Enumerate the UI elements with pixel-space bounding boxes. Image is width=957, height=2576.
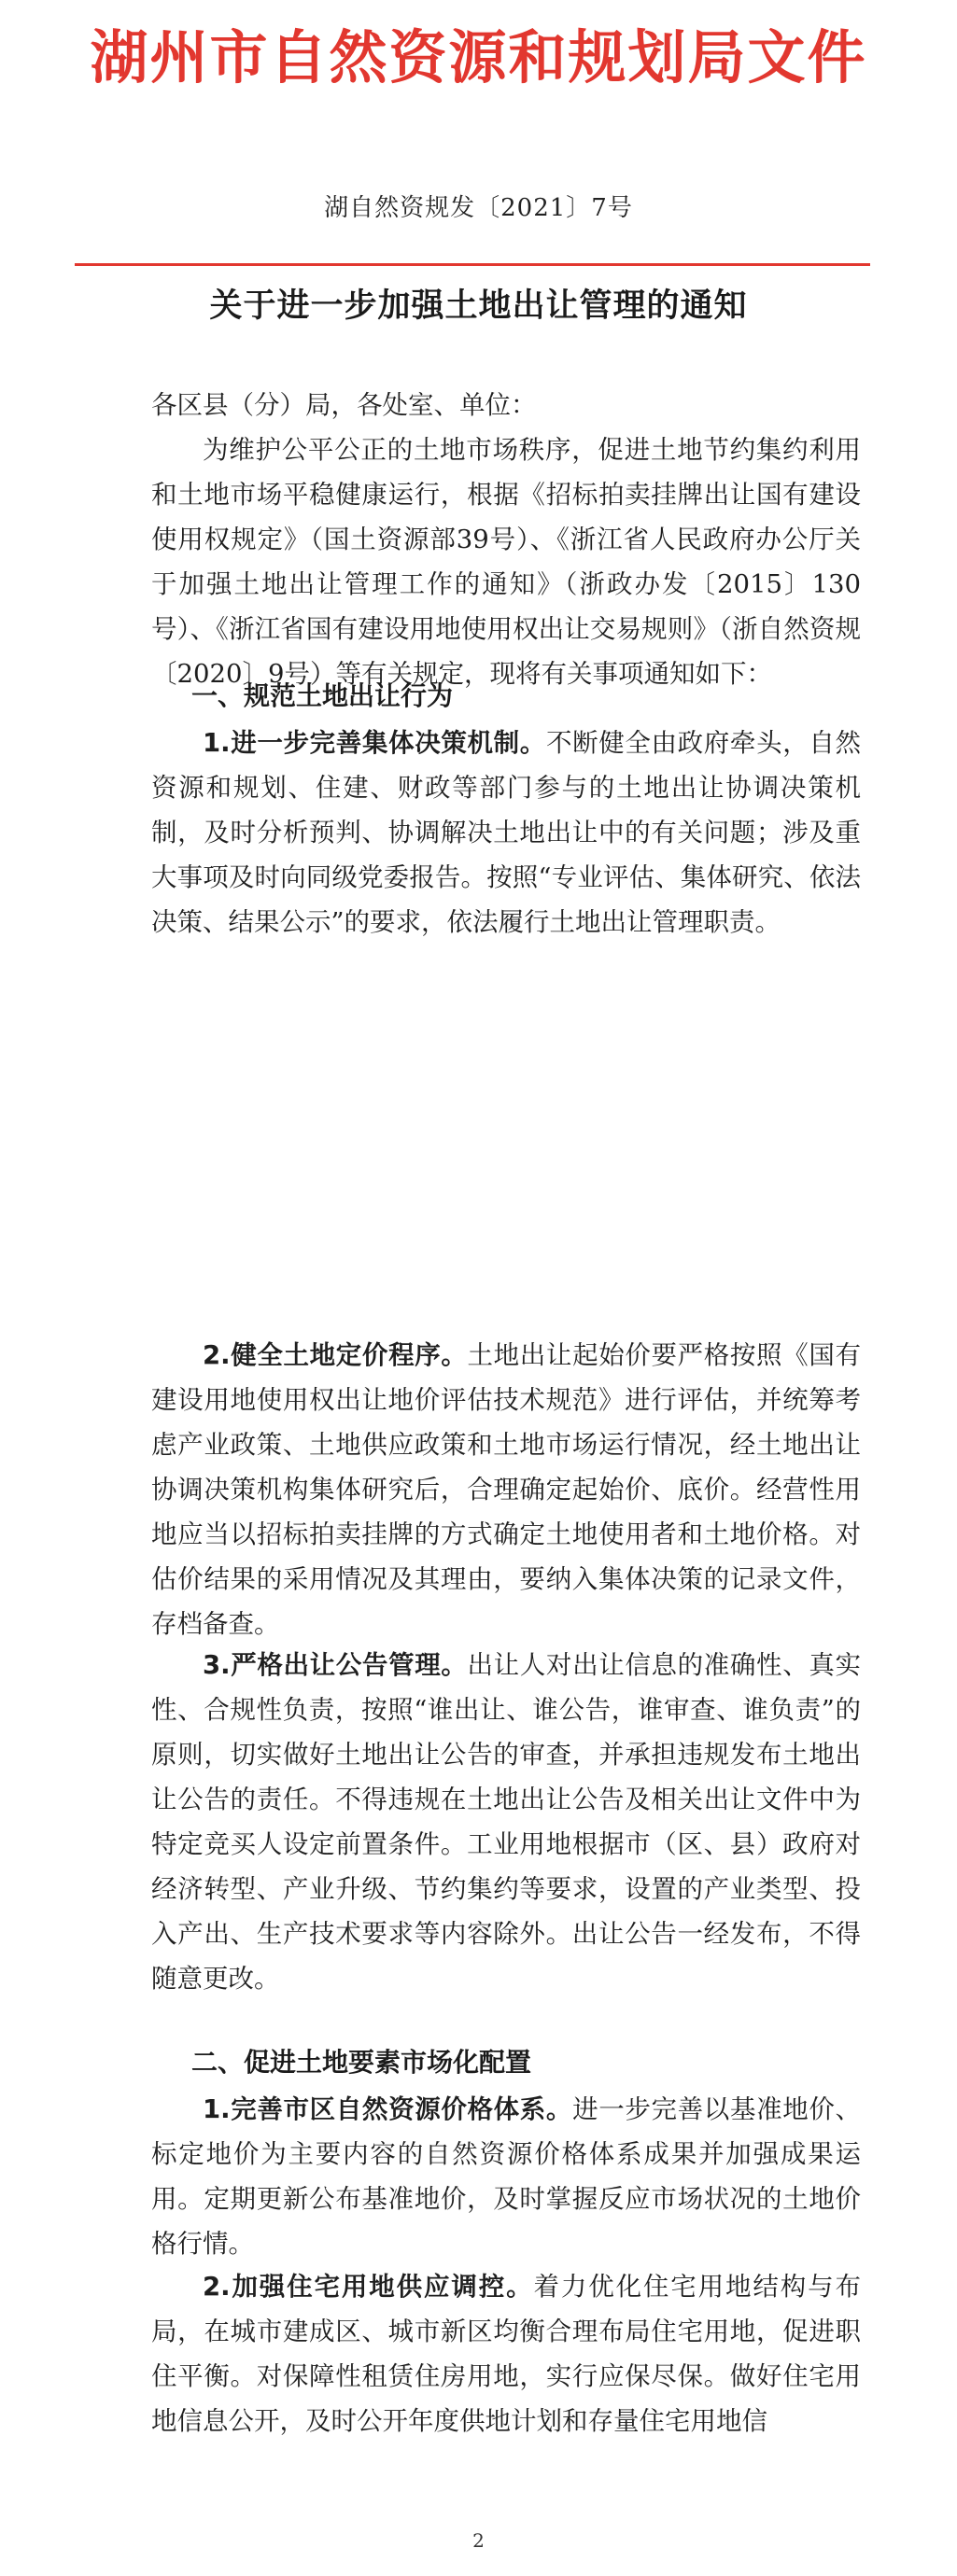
item-lead: 3.严格出让公告管理。 (203, 1650, 468, 1680)
intro-paragraph: 为维护公平公正的土地市场秩序，促进土地节约集约利用和土地市场平稳健康运行，根据《招标拍卖挂牌出让国有建设使用权规定》（国土资源部39号）、《浙江省人民政府办公厅关于加强土地出让管理工作的通知》（浙政办发〔2015〕130 号）、《浙江省国有建设用地使用权出让交易规则》（浙自然资规〔2020〕9号）等有关规定，现将有关事项通知如下： (151, 435, 861, 689)
section-1-item-3 (151, 1643, 861, 2001)
item-lead: 2.健全土地定价程序。 (203, 1340, 468, 1370)
section-2-item-2 (151, 2264, 861, 2443)
issuing-authority-title: 湖州市自然资源和规划局文件 (90, 23, 867, 91)
salutation: 各区县（分）局，各处室、单位： (151, 390, 537, 420)
section-1-item-2 (151, 1333, 861, 1646)
notice-title: 关于进一步加强土地出让管理的通知 (209, 287, 748, 325)
item-text: 不断健全由政府牵头，自然资源和规划、住建、财政等部门参与的土地出让协调决策机制，及时分析预判、协调解决土地出让中的有关问题；涉及重大事项及时向同级党委报告。按照“专业评估、集体研究、依法决策、结果公示”的要求，依法履行土地出让管理职责。 (151, 728, 861, 937)
item-lead: 1.进一步完善集体决策机制。 (203, 728, 546, 758)
item-text: 土地出让起始价要严格按照《国有建设用地使用权出让地价评估技术规范》进行评估，并统筹考虑产业政策、土地供应政策和土地市场运行情况，经土地出让协调决策机构集体研究后，合理确定起始价、底价。经营性用地应当以招标拍卖挂牌的方式确定土地使用者和土地价格。对估价结果的采用情况及其理由，要纳入集体决策的记录文件，存档备查。 (151, 1340, 861, 1639)
document-number: 湖自然资规发〔2021〕7号 (324, 194, 633, 222)
item-text: 出让人对出让信息的准确性、真实性、合规性负责，按照“谁出让、谁公告，谁审查、谁负责”的原则，切实做好土地出让公告的审查，并承担违规发布土地出让公告的责任。不得违规在土地出让公告及相关出让文件中为特定竞买人设定前置条件。工业用地根据市（区、县）政府对经济转型、产业升级、节约集约等要求，设置的产业类型、投入产出、生产技术要求等内容除外。出让公告一经发布，不得随意更改。 (151, 1650, 861, 1994)
page-number: 2 (472, 2529, 485, 2552)
section-1-item-1 (151, 721, 861, 945)
section-2-item-1 (151, 2087, 861, 2266)
section-2-heading: 二、促进土地要素市场化配置 (191, 2047, 532, 2078)
red-separator-line (75, 263, 870, 266)
item-lead: 1.完善市区自然资源价格体系。 (203, 2094, 573, 2124)
item-text: 进一步完善以基准地价、标定地价为主要内容的自然资源价格体系成果并加强成果运用。定期更新公布基准地价，及时掌握反应市场状况的土地价格行情。 (151, 2094, 861, 2259)
item-lead: 2.加强住宅用地供应调控。 (203, 2272, 534, 2302)
item-text: 着力优化住宅用地结构与布局，在城市建成区、城市新区均衡合理布局住宅用地，促进职住平衡。对保障性租赁住房用地，实行应保尽保。做好住宅用地信息公开，及时公开年度供地计划和存量住宅用地信 (151, 2272, 861, 2436)
section-1-heading: 一、规范土地出让行为 (191, 680, 454, 711)
